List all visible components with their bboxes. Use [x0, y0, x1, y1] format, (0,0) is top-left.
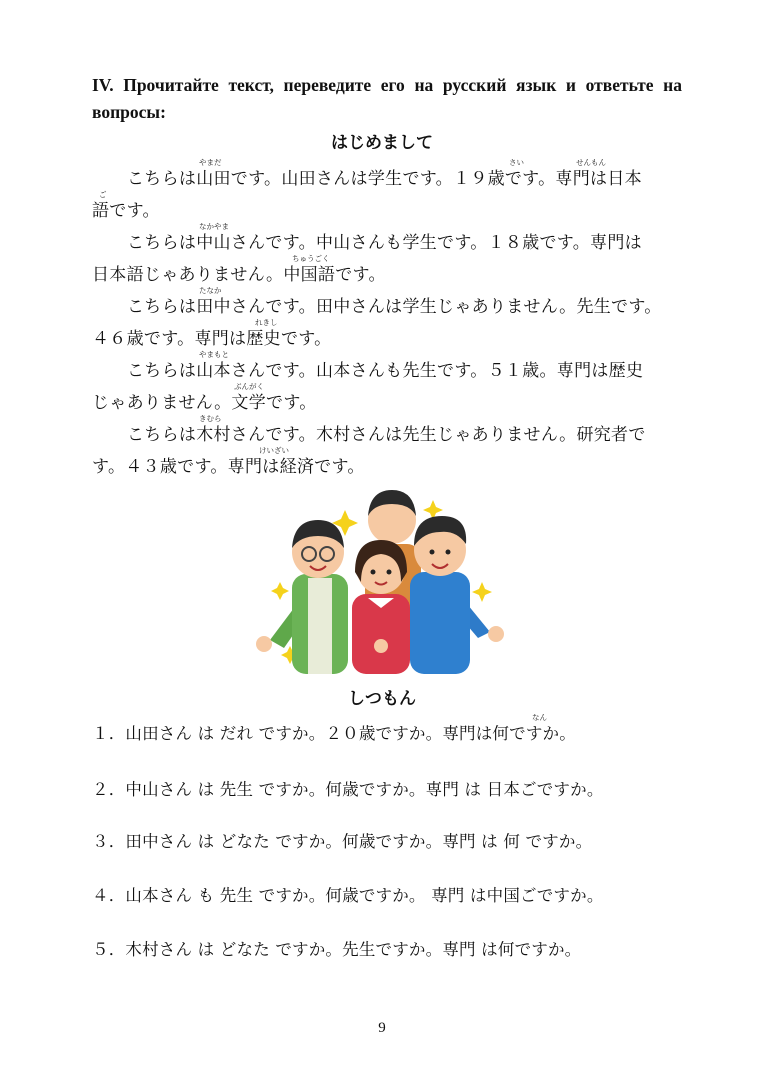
people-group-illustration [250, 486, 512, 676]
furigana-nan: なん [532, 713, 547, 722]
furigana-go: ご [99, 190, 107, 199]
paragraph-line: こちらは木村さんです。木村さんは先生じゃありません。研究者で [127, 425, 646, 445]
paragraph-line: こちらは中山さんです。中山さんも学生です。１８歳です。専門は [127, 233, 642, 253]
paragraph-line: こちらは山本さんです。山本さんも先生です。５１歳。専門は歴史 [127, 361, 644, 381]
question-item: ４．山本さん も 先生 ですか。何歳ですか。 専門 は中国ごですか。 [92, 886, 604, 905]
furigana-keizai: けいざい [259, 446, 289, 455]
page-number: 9 [378, 1020, 386, 1036]
paragraph-line: 語です。 [92, 201, 160, 221]
paragraph-line: こちらは田中さんです。田中さんは学生じゃありません。先生です。 [127, 297, 662, 317]
paragraph-line: こちらは山田です。山田さんは学生です。１９歳です。専門は日本 [127, 169, 642, 189]
paragraph-line: じゃありません。文学です。 [92, 393, 317, 413]
question-item: ２．中山さん は 先生 ですか。何歳ですか。専門 は 日本ごですか。 [92, 780, 604, 799]
question-item: ５．木村さん は どなた ですか。先生ですか。専門 は何ですか。 [92, 940, 582, 959]
paragraph-line: す。４３歳です。専門は経済です。 [92, 457, 365, 477]
question-item: １．山田さん は だれ ですか。２０歳ですか。専門は何ですか。 [92, 724, 576, 743]
furigana-kimura: きむら [199, 414, 222, 423]
furigana-senmon: せんもん [576, 158, 606, 167]
questions-title: しつもん [348, 689, 416, 709]
furigana-chuugoku: ちゅうごく [292, 254, 330, 263]
text-title: はじめまして [331, 133, 433, 153]
exercise-heading: IV. Прочитайте текст, переведите его на русский язык и ответьте на вопросы: [92, 75, 682, 122]
furigana-sai: さい [509, 158, 524, 167]
furigana-rekishi: れきし [255, 318, 278, 327]
furigana-yamada: やまだ [199, 158, 222, 167]
furigana-yamamoto: やまもと [199, 350, 229, 359]
furigana-tanaka: たなか [199, 286, 222, 295]
question-item: ３．田中さん は どなた ですか。何歳ですか。専門 は 何 ですか。 [92, 832, 593, 851]
furigana-bungaku: ぶんがく [234, 382, 264, 391]
paragraph-line: ４６歳です。専門は歴史です。 [92, 329, 332, 349]
paragraph-line: 日本語じゃありません。中国語です。 [92, 265, 386, 285]
furigana-nakayama: なかやま [199, 222, 229, 231]
